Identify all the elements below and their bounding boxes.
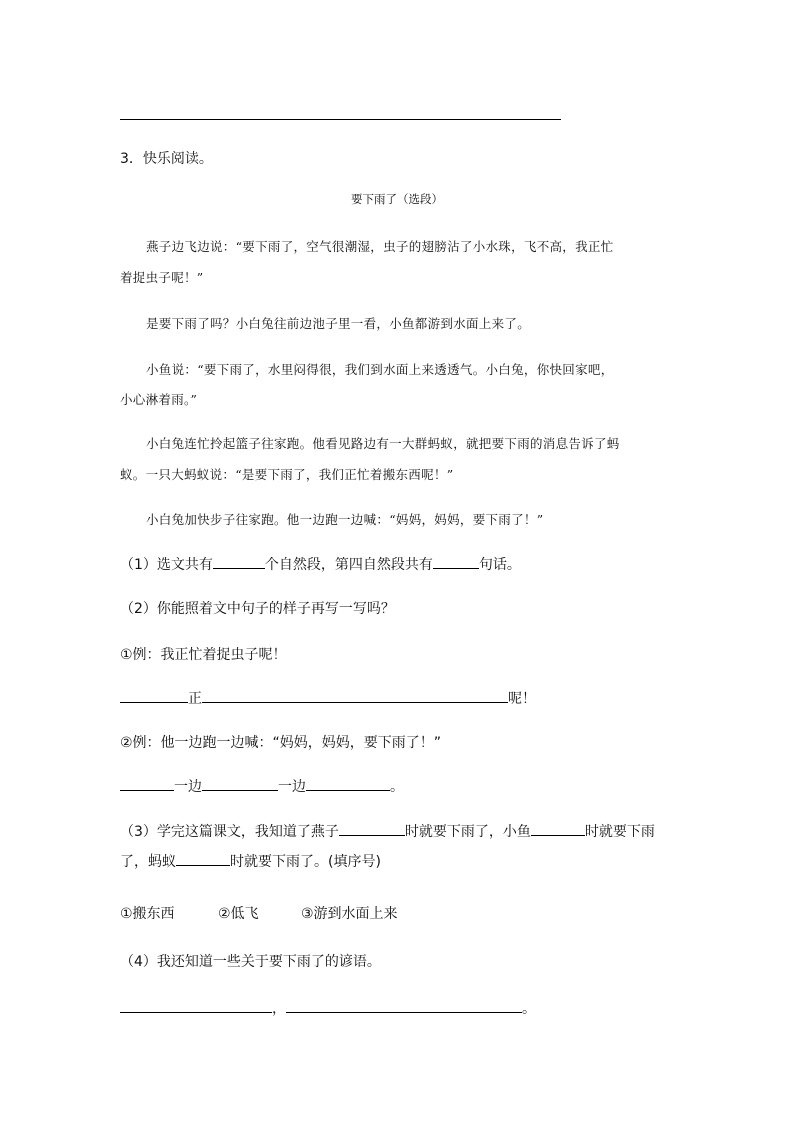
q2-a1-blank-subject[interactable] [120,688,188,703]
story-title: 要下雨了（选段） [351,192,443,206]
q1-text-1: （1）选文共有 [120,557,213,573]
question-4-prompt: （4）我还知道一些关于要下雨了的谚语。 [120,954,381,970]
story-p3-line1: 小鱼说：“要下雨了，水里闷得很，我们到水面上来透透气。小白兔，你快回家吧， [146,362,614,377]
q2-a1-end: 呢！ [508,691,536,707]
q2-a2-yibian-1: 一边 [174,779,202,795]
q3-text-5: 时就要下雨了。(填序号) [230,854,381,870]
q2-a1-blank-action[interactable] [202,688,508,703]
top-answer-line [120,119,561,120]
q2-example-1: ①例：我正忙着捉虫子呢！ [120,647,287,663]
story-p1-line1: 燕子边飞边说：“要下雨了，空气很潮湿，虫子的翅膀沾了小水珠，飞不高，我正忙 [146,239,614,254]
q4-end: 。 [522,1001,536,1017]
q4-answer [120,998,536,1018]
story-p2: 是要下雨了吗？小白兔往前边池子里一看，小鱼都游到水面上来了。 [146,316,531,331]
question-3-line2 [120,851,381,871]
story-p1-line2: 着捉虫子呢！” [120,270,204,285]
q2-a2-blank-action-1[interactable] [202,776,278,791]
story-p4-line2: 蚁。一只大蚂蚁说：“是要下雨了，我们正忙着搬东西呢！” [120,467,454,482]
q1-blank-sentences[interactable] [433,554,479,569]
q2-a2-yibian-2: 一边 [278,779,306,795]
q3-option-1: ①搬东西 [120,906,175,922]
story-p5: 小白兔加快步子往家跑。他一边跑一边喊：“妈妈，妈妈，要下雨了！” [146,512,544,527]
q2-a2-blank-subject[interactable] [120,776,174,791]
story-p4-line1: 小白兔连忙拎起篮子往家跑。他看见路边有一大群蚂蚁，就把要下雨的消息告诉了蚂 [146,436,620,451]
question-heading: 3．快乐阅读。 [120,151,213,167]
q3-text-2: 时就要下雨了，小鱼 [404,824,531,840]
question-2-prompt: （2）你能照着文中句子的样子再写一写吗？ [120,601,395,617]
q4-blank-proverb-1[interactable] [120,998,272,1013]
q1-text-3: 句话。 [478,557,521,573]
q1-text-2: 个自然段，第四自然段共有 [264,557,433,573]
story-p3-line2: 小心淋着雨。” [120,392,198,407]
q3-text-3: 时就要下雨 [584,824,655,840]
q1-blank-paragraphs[interactable] [213,554,265,569]
q4-blank-proverb-2[interactable] [286,998,522,1013]
question-1 [120,554,521,574]
q3-option-2: ②低飞 [218,906,259,922]
q3-blank-ant[interactable] [176,851,230,866]
q2-example-2: ②例：他一边跑一边喊：“妈妈，妈妈，要下雨了！” [120,735,442,751]
q3-text-4: 了，蚂蚁 [120,854,176,870]
question-3-line1 [120,821,655,841]
q2-a1-zheng: 正 [188,691,202,707]
q3-option-3: ③游到水面上来 [301,906,398,922]
q2-answer-1 [120,688,536,708]
q2-answer-2 [120,776,404,796]
q3-blank-fish[interactable] [531,821,585,836]
q4-comma: ， [272,1001,286,1017]
q3-text-1: （3）学完这篇课文，我知道了燕子 [120,824,339,840]
q2-a2-blank-action-2[interactable] [306,776,390,791]
q3-blank-swallow[interactable] [339,821,405,836]
q2-a2-end: 。 [390,779,404,795]
